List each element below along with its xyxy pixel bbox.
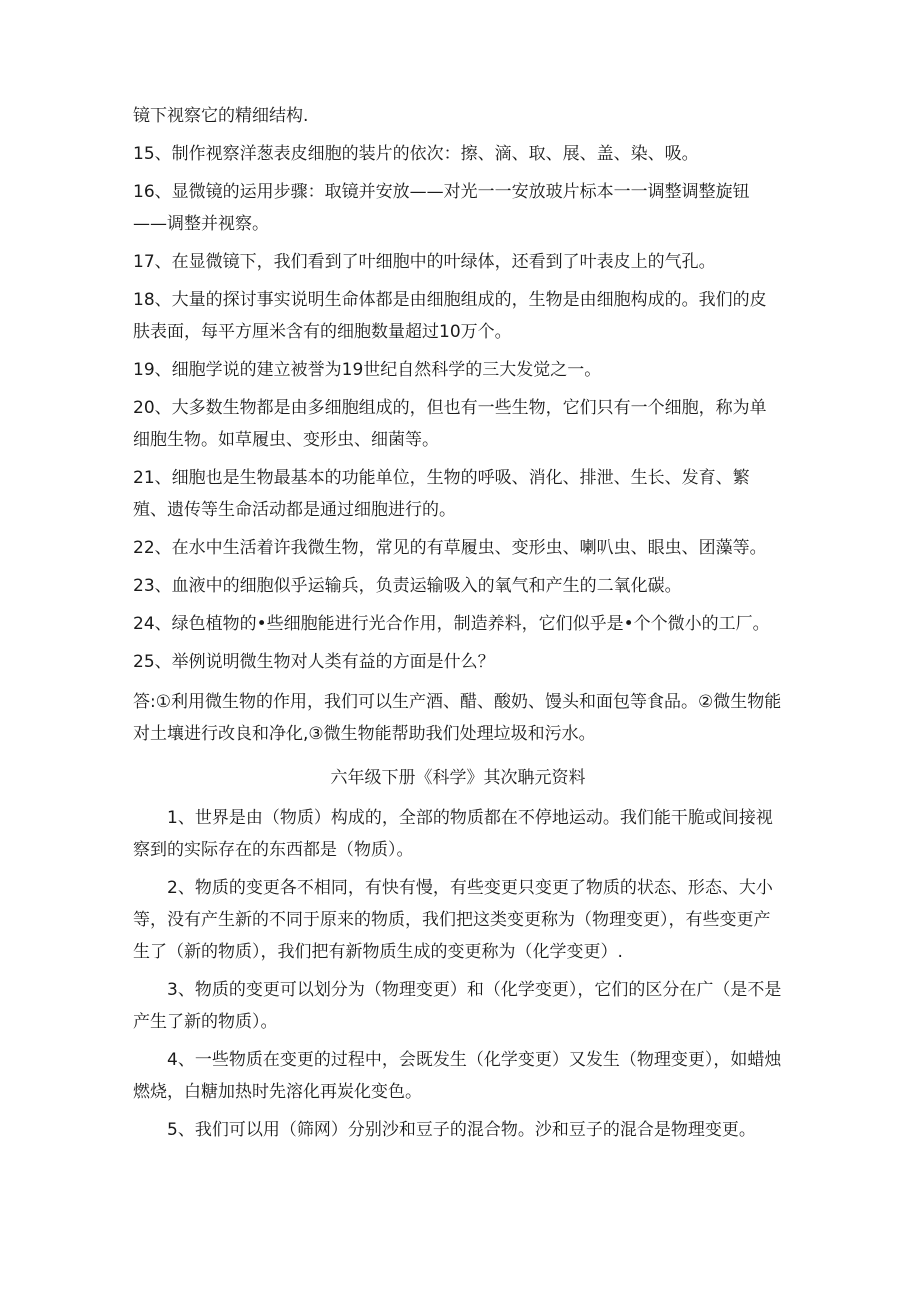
item-15: 15、制作视察洋葱表皮细胞的装片的依次：擦、滴、取、展、盖、染、吸。 (133, 144, 699, 164)
item-18: 18、大量的探讨事实说明生命体都是由细胞组成的，生物是由细胞构成的。我们的皮肤表面，每平方厘米含有的细胞数量超过10万个。 (133, 290, 767, 342)
section-item-4: 4、一些物质在变更的过程中，会既发生（化学变更）又发生（物理变更），如蜡烛燃烧，白糖加热时先溶化再炭化变色。 (133, 1050, 782, 1102)
section-item-1: 1、世界是由（物质）构成的，全部的物质都在不停地运动。我们能干脆或间接视察到的实际存在的东西都是（物质）。 (133, 808, 773, 860)
item-24: 24、绿色植物的•些细胞能进行光合作用，制造养料，它们似乎是•个个微小的工厂。 (133, 614, 770, 634)
item-21: 21、细胞也是生物最基本的功能单位，生物的呼吸、消化、排泄、生长、发育、繁殖、遗传等生命活动都是通过细胞进行的。 (133, 468, 750, 520)
section-item-3: 3、物质的变更可以划分为（物理变更）和（化学变更），它们的区分在广（是不是产生了新的物质）。 (133, 980, 782, 1032)
section-item-5: 5、我们可以用（筛网）分别沙和豆子的混合物。沙和豆子的混合是物理变更。 (167, 1120, 756, 1140)
item-22: 22、在水中生活着许我微生物，常见的有草履虫、变形虫、喇叭虫、眼虫、团藻等。 (133, 538, 767, 558)
item-23: 23、血液中的细胞似乎运输兵，负责运输吸入的氧气和产生的二氧化碳。 (133, 576, 682, 596)
section-item-2: 2、物质的变更各不相同，有快有慢，有些变更只变更了物质的状态、形态、大小等，没有产生新的不同于原来的物质，我们把这类变更称为（物理变更），有些变更产生了（新的物质），我们把有新物质生成的变更称为（化学变更）. (133, 878, 773, 962)
item-19: 19、细胞学说的建立被誉为19世纪自然科学的三大发觉之一。 (133, 360, 602, 380)
item-16: 16、显微镜的运用步骤：取镜并安放——对光一一安放玻片标本一一调整调整旋钮——调整并视察。 (133, 182, 750, 234)
item-17: 17、在显微镜下，我们看到了叶细胞中的叶绿体，还看到了叶表皮上的气孔。 (133, 252, 716, 272)
section-title: 六年级下册《科学》其次聃元资料 (330, 768, 586, 788)
paragraph-continuation: 镜下视察它的精细结构. (133, 106, 309, 126)
document-body (133, 100, 783, 1152)
item-25-question: 25、举例说明微生物对人类有益的方面是什么？ (133, 652, 495, 672)
item-20: 20、大多数生物都是由多细胞组成的，但也有一些生物，它们只有一个细胞，称为单细胞生物。如草履虫、变形虫、细菌等。 (133, 398, 767, 450)
item-25-answer: 答:①利用微生物的作用，我们可以生产酒、醋、酸奶、馒头和面包等食品。②微生物能对土壤进行改良和净化,③微生物能帮助我们处理垃圾和污水。 (133, 692, 782, 744)
